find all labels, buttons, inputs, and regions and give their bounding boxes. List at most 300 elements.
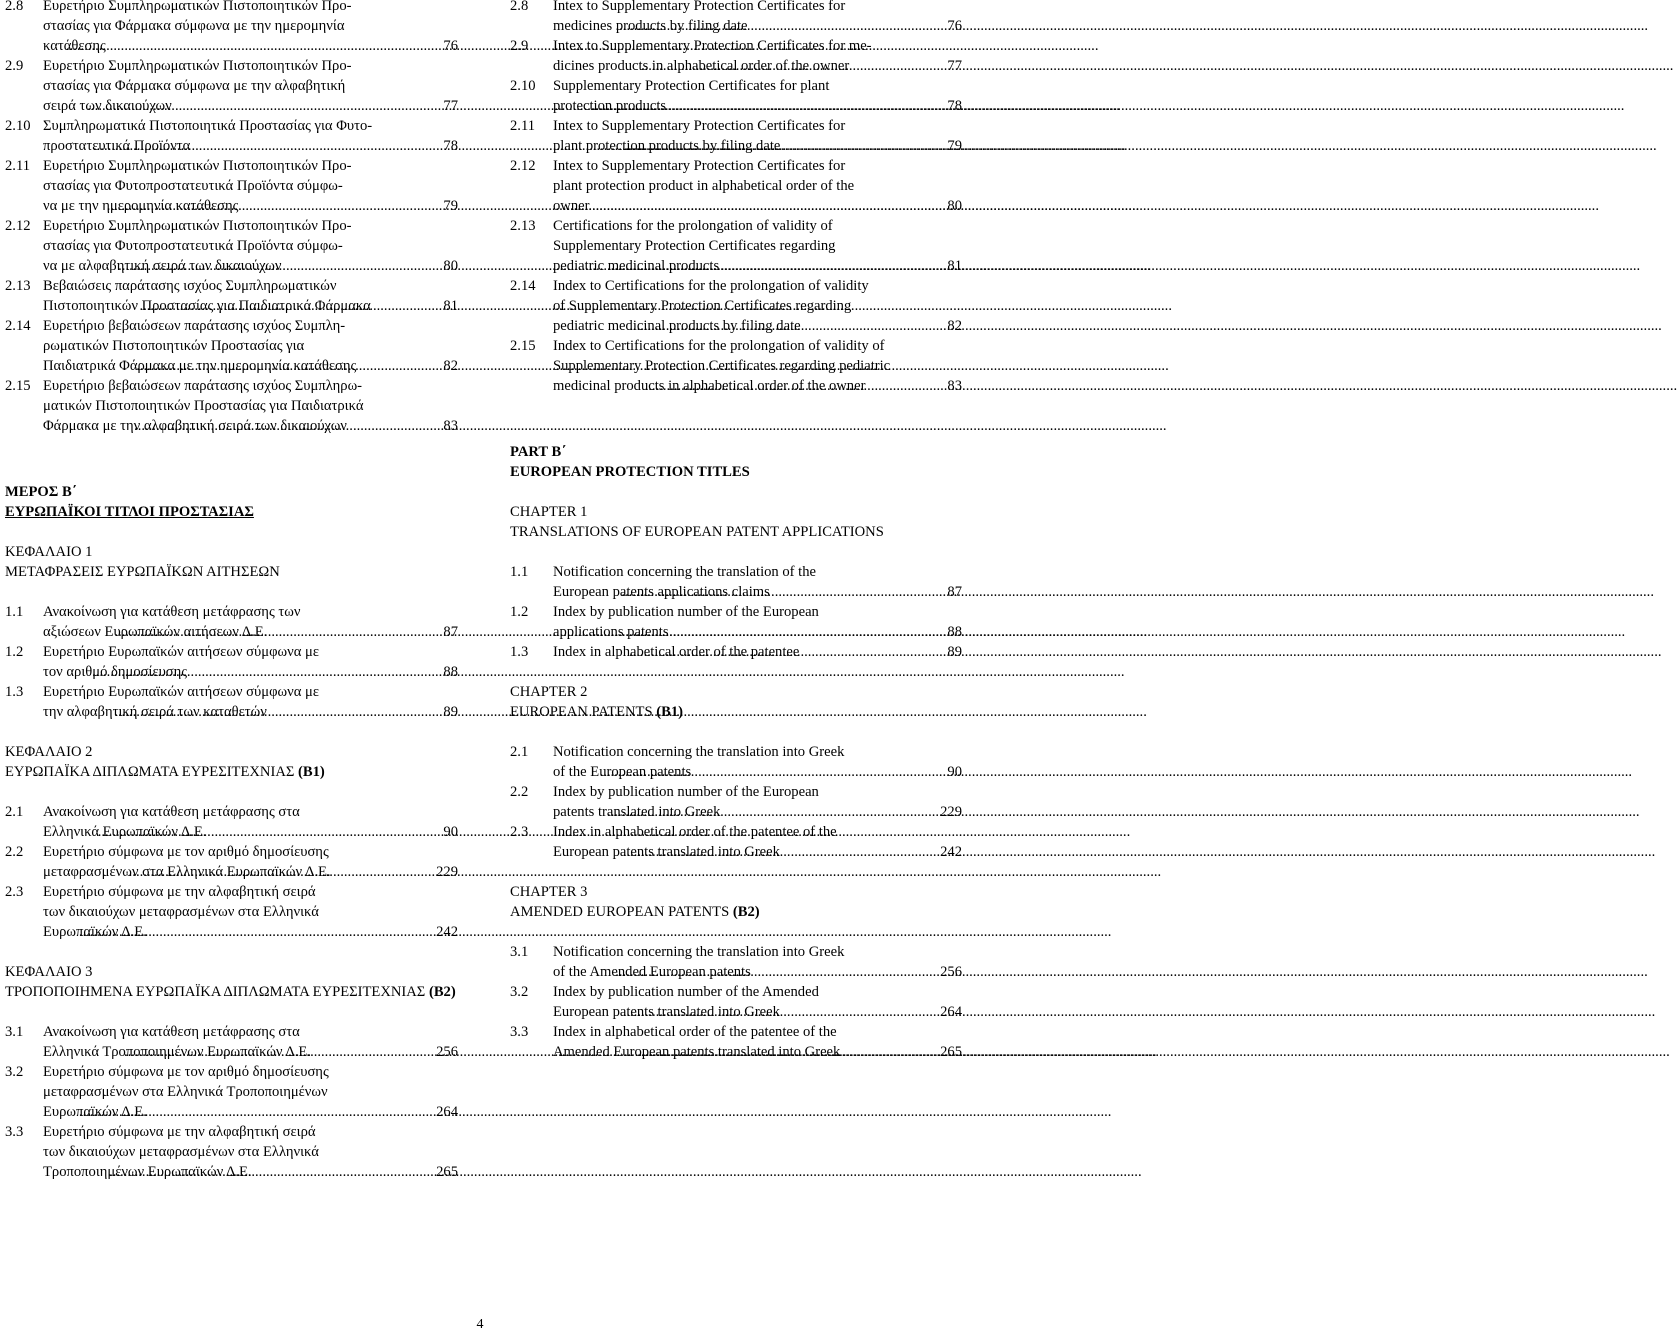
entry-line: medicines products by filing date (553, 18, 748, 34)
spacer (510, 482, 962, 502)
toc-entry (510, 562, 962, 602)
page-ref: 82 (443, 358, 458, 374)
dot-leader (98, 822, 444, 842)
toc-entry (5, 802, 458, 842)
page-ref: 89 (947, 644, 962, 660)
toc-entry (510, 782, 962, 822)
entry-last-line (553, 962, 962, 982)
entry-last-line (43, 256, 458, 276)
entry-text (43, 376, 458, 436)
entry-line: Ανακοίνωση για κατάθεση μετάφρασης στα (43, 1024, 300, 1040)
dot-leader (79, 922, 436, 942)
entry-line: Notification concerning the translation into Greek (553, 944, 845, 960)
entry-text (553, 602, 962, 642)
page-ref: 265 (940, 1044, 962, 1060)
entry-last-line (43, 136, 458, 156)
entry-last-line (43, 356, 458, 376)
entry-line: dicines products in alphabetical order of the owner (553, 58, 850, 74)
entry-number: 3.3 (510, 1024, 529, 1040)
spacer (510, 722, 962, 742)
chapter-label: ΚΕΦΑΛΑΙΟ 2 (5, 744, 93, 760)
entry-number: 2.3 (510, 824, 529, 840)
spacer (5, 582, 458, 602)
entry-number: 2.11 (510, 118, 535, 134)
chapter-label: ΚΕΦΑΛΑΙΟ 3 (5, 964, 93, 980)
dot-leader (136, 356, 443, 376)
entry-line: protection products (553, 98, 667, 114)
entry-last-line (553, 642, 962, 662)
entry-line: pediatric medicinal products (553, 258, 720, 274)
entry-last-line (553, 1002, 962, 1022)
entry-line: Index to Certifications for the prolongation of validity (553, 278, 869, 294)
page-ref: 229 (940, 804, 962, 820)
spacer (5, 522, 458, 542)
entry-text (553, 782, 962, 822)
entry-text (553, 276, 962, 336)
page-ref: 90 (947, 764, 962, 780)
entry-text (43, 276, 458, 316)
chapter-title-text: EUROPEAN PATENTS (510, 704, 653, 720)
entry-line: Ελληνικά Ευρωπαϊκών Δ.Ε. (43, 824, 207, 840)
entry-number: 1.1 (5, 604, 24, 620)
entry-number: 2.2 (5, 844, 24, 860)
dot-leader (623, 842, 940, 862)
chapter-title-code: (Β1) (298, 764, 325, 780)
toc-entry (510, 156, 962, 216)
chapter-title-code: (Β2) (428, 984, 456, 1000)
toc-entry (510, 822, 962, 862)
chapter-title (5, 762, 458, 782)
entry-last-line (553, 96, 962, 116)
entry-line: Ευρετήριο Συμπληρωματικών Πιστοποιητικών Προ- (43, 158, 352, 174)
entry-line: Index by publication number of the European (553, 604, 819, 620)
dot-leader (615, 962, 940, 982)
page-ref: 81 (443, 298, 458, 314)
entry-text (43, 1022, 458, 1062)
page-ref: 264 (940, 1004, 962, 1020)
page-ref: 76 (947, 18, 962, 34)
chapter-title-text: AMENDED EUROPEAN PATENTS (510, 904, 730, 920)
entry-line: Ευρετήριο Ευρωπαϊκών αιτήσεων σύμφωνα με (43, 684, 319, 700)
spacer (5, 782, 458, 802)
right-column-english (510, 0, 962, 1062)
entry-line: να με την ημερομηνία κατάθεσης (43, 198, 239, 214)
dot-leader (645, 376, 948, 396)
dot-leader (118, 256, 443, 276)
entry-line: Index to Certifications for the prolongation of validity of (553, 338, 885, 354)
toc-entry (510, 602, 962, 642)
entry-line: να με αλφαβητική σειρά των δικαιούχων (43, 258, 282, 274)
entry-line: European patents applications claims (553, 584, 770, 600)
entry-number: 1.1 (510, 564, 529, 580)
toc-entry (5, 56, 458, 116)
entry-line: Τροποποιημένων Ευρωπαϊκών Δ.Ε. (43, 1164, 252, 1180)
entry-last-line (553, 16, 962, 36)
entry-last-line (553, 376, 962, 396)
entry-number: 2.8 (5, 0, 24, 14)
chapter-title-text: ΜΕΤΑΦΡΑΣΕΙΣ ΕΥΡΩΠΑΪΚΩΝ ΑΙΤΗΣΕΩΝ (5, 564, 280, 580)
page-ref: 83 (443, 418, 458, 434)
entry-text (43, 842, 458, 882)
dot-leader (623, 1002, 940, 1022)
entry-text (553, 156, 962, 216)
part-b-subtitle-en: EUROPEAN PROTECTION TITLES (510, 464, 750, 480)
entry-last-line (553, 622, 962, 642)
toc-entry (510, 982, 962, 1022)
dot-leader (592, 96, 947, 116)
entry-number: 2.15 (5, 378, 31, 394)
entry-text (553, 76, 962, 116)
page-ref: 89 (443, 704, 458, 720)
entry-last-line (43, 702, 458, 722)
entry-last-line (43, 1102, 458, 1122)
entry-line: Πιστοποιητικών Προστασίας για Παιδιατρικά Φάρμακα (43, 298, 371, 314)
dot-leader (129, 862, 436, 882)
dot-leader (139, 296, 443, 316)
entry-text (553, 642, 962, 662)
page-ref: 81 (947, 258, 962, 274)
toc-entry (5, 276, 458, 316)
dot-leader (66, 36, 443, 56)
entry-last-line (43, 36, 458, 56)
entry-number: 2.9 (5, 58, 24, 74)
entry-text (43, 316, 458, 376)
entry-line: Ευρετήριο Ευρωπαϊκών αιτήσεων σύμφωνα με (43, 644, 319, 660)
page-ref: 264 (436, 1104, 458, 1120)
entry-line: Ευρετήριο βεβαιώσεων παράτασης ισχύος Συμπληρω- (43, 378, 363, 394)
toc-entry (510, 0, 962, 36)
page-ref: 87 (947, 584, 962, 600)
toc-entry (510, 276, 962, 336)
entry-number: 2.10 (5, 118, 31, 134)
toc-entry (5, 682, 458, 722)
dot-leader (79, 1102, 436, 1122)
entry-number: 3.3 (5, 1124, 24, 1140)
entry-number: 2.12 (5, 218, 31, 234)
entry-line: Intex to Supplementary Protection Certificates for me- (553, 38, 872, 54)
entry-line: patents translated into Greek (553, 804, 721, 820)
entry-number: 2.12 (510, 158, 536, 174)
entry-last-line (553, 56, 962, 76)
chapter-title-text: TRANSLATIONS OF EUROPEAN PATENT APPLICATIONS (510, 524, 884, 540)
entry-number: 3.2 (510, 984, 529, 1000)
entry-number: 2.10 (510, 78, 536, 94)
entry-last-line (43, 296, 458, 316)
entry-line: Supplementary Protection Certificates regarding (553, 238, 836, 254)
dot-leader (124, 1042, 436, 1062)
entry-line: Ευρετήριο Συμπληρωματικών Πιστοποιητικών Προ- (43, 218, 352, 234)
dot-leader (114, 622, 443, 642)
toc-entry (5, 882, 458, 942)
toc-entry (510, 76, 962, 116)
right-top-entries (510, 0, 962, 396)
entry-line: Βεβαιώσεις παράτασης ισχύος Συμπληρωματικών (43, 278, 337, 294)
spacer (5, 942, 458, 962)
entry-text (43, 642, 458, 682)
entry-last-line (43, 862, 458, 882)
entry-last-line (43, 922, 458, 942)
page-ref: 76 (443, 38, 458, 54)
toc-entry (5, 116, 458, 156)
entry-line: owner (553, 198, 590, 214)
page-ref: 78 (947, 98, 962, 114)
entry-line: Index in alphabetical order of the patentee of the (553, 824, 837, 840)
entry-last-line (553, 196, 962, 216)
right-chapters (510, 482, 962, 1062)
entry-text (43, 882, 458, 942)
entry-last-line (43, 622, 458, 642)
toc-entry (510, 336, 962, 396)
toc-entry (5, 156, 458, 216)
page-ref: 80 (947, 198, 962, 214)
page-ref: 87 (443, 624, 458, 640)
dot-leader (593, 622, 948, 642)
entry-line: of Supplementary Protection Certificates regarding (553, 298, 852, 314)
page-ref: 229 (436, 864, 458, 880)
page-ref: 80 (443, 258, 458, 274)
entry-number: 2.9 (510, 38, 529, 54)
left-chapters (5, 522, 458, 1182)
entry-number: 2.2 (510, 784, 529, 800)
entry-line: Ευρετήριο Συμπληρωματικών Πιστοποιητικών Προ- (43, 58, 352, 74)
entry-number: 1.3 (5, 684, 24, 700)
toc-entry (5, 376, 458, 436)
entry-number: 1.2 (5, 644, 24, 660)
entry-line: Index by publication number of the Amended (553, 984, 819, 1000)
entry-line: μεταφρασμένων στα Ελληνικά Ευρωπαϊκών Δ.Ε. (43, 864, 331, 880)
page-ref: 79 (947, 138, 962, 154)
entry-last-line (43, 416, 458, 436)
entry-line: Ευρετήριο σύμφωνα με την αλφαβητική σειρά (43, 884, 316, 900)
entry-text (43, 682, 458, 722)
entry-line: στασίας για Φάρμακα σύμφωνα με την αλφαβητική (43, 78, 346, 94)
chapter-title (510, 522, 962, 542)
entry-line: Index in alphabetical order of the patentee (553, 644, 800, 660)
entry-text (553, 822, 962, 862)
entry-number: 2.1 (5, 804, 24, 820)
toc-entry (5, 842, 458, 882)
entry-text (43, 216, 458, 276)
page-ref: 77 (947, 58, 962, 74)
toc-entry (510, 116, 962, 156)
dot-leader (600, 762, 948, 782)
page-ref: 256 (940, 964, 962, 980)
entry-number: 1.2 (510, 604, 529, 620)
part-b-title-gr: ΜΕΡΟΣ Β΄ (5, 484, 77, 500)
entry-line: Notification concerning the translation into Greek (553, 744, 845, 760)
entry-line: Intex to Supplementary Protection Certificates for (553, 0, 846, 14)
chapter-label: CHAPTER 2 (510, 684, 588, 700)
entry-line: of the European patents (553, 764, 692, 780)
entry-number: 2.8 (510, 0, 529, 14)
entry-line: Intex to Supplementary Protection Certificates for (553, 158, 846, 174)
toc-entry (5, 642, 458, 682)
page-ref: 82 (947, 318, 962, 334)
entry-last-line (43, 196, 458, 216)
spacer (5, 722, 458, 742)
entry-line: ρωματικών Πιστοποιητικών Προστασίας για (43, 338, 305, 354)
chapter-title-text: ΕΥΡΩΠΑΪΚΑ ΔΙΠΛΩΜΑΤΑ ΕΥΡΕΣΙΤΕΧΝΙΑΣ (5, 764, 295, 780)
entry-line: Συμπληρωματικά Πιστοποιητικά Προστασίας για Φυτο- (43, 118, 373, 134)
entry-number: 2.14 (510, 278, 536, 294)
entry-last-line (553, 316, 962, 336)
chapter-label: CHAPTER 1 (510, 504, 588, 520)
dot-leader (114, 702, 443, 722)
entry-line: Ευρωπαϊκών Δ.Ε. (43, 1104, 147, 1120)
left-top-entries (5, 0, 458, 436)
entry-line: Ευρετήριο σύμφωνα με τον αριθμό δημοσίευσης (43, 1064, 329, 1080)
entry-line: Ευρωπαϊκών Δ.Ε. (43, 924, 147, 940)
entry-text (553, 1022, 962, 1062)
dot-leader (566, 196, 947, 216)
chapter-title-text: ΤΡΟΠΟΠΟΙΗΜΕΝΑ ΕΥΡΩΠΑΪΚΑ ΔΙΠΛΩΜΑΤΑ ΕΥΡΕΣΙΤΕΧΝΙΑΣ (5, 984, 426, 1000)
entry-line: την αλφαβητική σειρά των καταθετών (43, 704, 267, 720)
dot-leader (629, 642, 947, 662)
chapter-label: CHAPTER 3 (510, 884, 588, 900)
entry-number: 2.3 (5, 884, 24, 900)
entry-line: Ελληνικά Τροποποιημένων Ευρωπαϊκών Δ.Ε. (43, 1044, 311, 1060)
entry-text (43, 56, 458, 116)
chapter-title (510, 902, 962, 922)
entry-text (553, 0, 962, 36)
dot-leader (109, 1162, 436, 1182)
entry-line: of the Amended European patents (553, 964, 751, 980)
page-number: 4 (476, 1317, 484, 1332)
entry-number: 3.1 (510, 944, 529, 960)
entry-number: 3.2 (5, 1064, 24, 1080)
toc-entry (510, 1022, 962, 1062)
entry-text (553, 216, 962, 276)
entry-number: 2.14 (5, 318, 31, 334)
toc-entry (510, 942, 962, 982)
entry-line: κατάθεσης (43, 38, 106, 54)
entry-text (553, 36, 962, 76)
entry-last-line (553, 762, 962, 782)
entry-line: στασίας για Φάρμακα σύμφωνα με την ημερομηνία (43, 18, 345, 34)
entry-line: των δικαιούχων μεταφρασμένων στα Ελληνικά (43, 904, 319, 920)
entry-line: Intex to Supplementary Protection Certificates for (553, 118, 846, 134)
page-ref: 78 (443, 138, 458, 154)
entry-line: Ανακοίνωση για κατάθεση μετάφρασης των (43, 604, 301, 620)
entry-text (553, 982, 962, 1022)
entry-number: 2.15 (510, 338, 536, 354)
dot-leader (93, 136, 443, 156)
entry-last-line (553, 136, 962, 156)
entry-number: 2.11 (5, 158, 30, 174)
entry-text (43, 156, 458, 216)
chapter-title (510, 702, 962, 722)
entry-line: Ευρετήριο Συμπληρωματικών Πιστοποιητικών Προ- (43, 0, 352, 14)
entry-line: Notification concerning the translation of the (553, 564, 817, 580)
entry-line: Certifications for the prolongation of validity of (553, 218, 833, 234)
page-ref: 88 (443, 664, 458, 680)
entry-number: 1.3 (510, 644, 529, 660)
entry-text (43, 1062, 458, 1122)
entry-line: μεταφρασμένων στα Ελληνικά Τροποποιημένων (43, 1084, 328, 1100)
entry-last-line (43, 96, 458, 116)
entry-line: των δικαιούχων μεταφρασμένων στα Ελληνικά (43, 1144, 319, 1160)
dot-leader (107, 196, 444, 216)
entry-last-line (553, 256, 962, 276)
entry-line: plant protection products by filing date (553, 138, 781, 154)
entry-line: Φάρμακα με την αλφαβητική σειρά των δικαιούχων (43, 418, 347, 434)
dot-leader (624, 136, 947, 156)
page-ref: 90 (443, 824, 458, 840)
left-column-greek (5, 0, 458, 1182)
spacer (510, 862, 962, 882)
entry-last-line (43, 1162, 458, 1182)
entry-text (43, 802, 458, 842)
dot-leader (621, 582, 947, 602)
dot-leader (629, 316, 947, 336)
entry-line: medicinal products in alphabetical order of the owner (553, 378, 866, 394)
page-ref: 256 (436, 1044, 458, 1060)
entry-number: 2.13 (5, 278, 31, 294)
page-ref: 88 (947, 624, 962, 640)
dot-leader (87, 96, 443, 116)
dot-leader (608, 256, 948, 276)
entry-line: Index in alphabetical order of the patentee of the (553, 1024, 837, 1040)
entry-text (553, 562, 962, 602)
entry-line: plant protection product in alphabetical order of the (553, 178, 855, 194)
entry-number: 3.1 (5, 1024, 24, 1040)
entry-last-line (43, 1042, 458, 1062)
toc-entry (510, 642, 962, 662)
entry-last-line (553, 802, 962, 822)
entry-last-line (553, 1042, 962, 1062)
toc-entry (5, 216, 458, 276)
entry-number: 2.1 (510, 744, 529, 760)
entry-line: αξιώσεων Ευρωπαϊκών αιτήσεων Δ.Ε. (43, 624, 268, 640)
page-ref: 265 (436, 1164, 458, 1180)
entry-line: European patents translated into Greek (553, 1004, 780, 1020)
part-b-subtitle-gr: ΕΥΡΩΠΑΪΚΟΙ ΤΙΤΛΟΙ ΠΡΟΣΤΑΣΙΑΣ (5, 504, 254, 520)
page-ref: 242 (436, 924, 458, 940)
entry-line: Ανακοίνωση για κατάθεση μετάφρασης στα (43, 804, 300, 820)
entry-last-line (43, 662, 458, 682)
page-ref: 242 (940, 844, 962, 860)
entry-line: Supplementary Protection Certificates for plant (553, 78, 830, 94)
dot-leader (134, 416, 443, 436)
chapter-title (5, 982, 458, 1002)
toc-entry (510, 742, 962, 782)
entry-text (43, 1122, 458, 1182)
entry-line: τον αριθμό δημοσίευσης (43, 664, 188, 680)
entry-line: European patents translated into Greek (553, 844, 780, 860)
entry-line: Ευρετήριο σύμφωνα με τον αριθμό δημοσίευσης (43, 844, 329, 860)
entry-line: applications patents (553, 624, 669, 640)
entry-last-line (43, 822, 458, 842)
dot-leader (641, 56, 947, 76)
entry-text (553, 742, 962, 782)
entry-text (43, 602, 458, 642)
dot-leader (616, 16, 948, 36)
entry-text (553, 116, 962, 156)
entry-line: προστατευτικά Προϊόντα (43, 138, 191, 154)
part-b-title-en: PART B΄ (510, 444, 567, 460)
dot-leader (92, 662, 443, 682)
page-ref: 83 (947, 378, 962, 394)
entry-line: Ευρετήριο βεβαιώσεων παράτασης ισχύος Συμπλη- (43, 318, 346, 334)
toc-entry (5, 1062, 458, 1122)
toc-entry (5, 602, 458, 642)
entry-line: ματικών Πιστοποιητικών Προστασίας για Παιδιατρικά (43, 398, 364, 414)
toc-entry (510, 36, 962, 76)
spacer (5, 1002, 458, 1022)
spacer (510, 662, 962, 682)
entry-last-line (553, 842, 962, 862)
entry-last-line (553, 582, 962, 602)
